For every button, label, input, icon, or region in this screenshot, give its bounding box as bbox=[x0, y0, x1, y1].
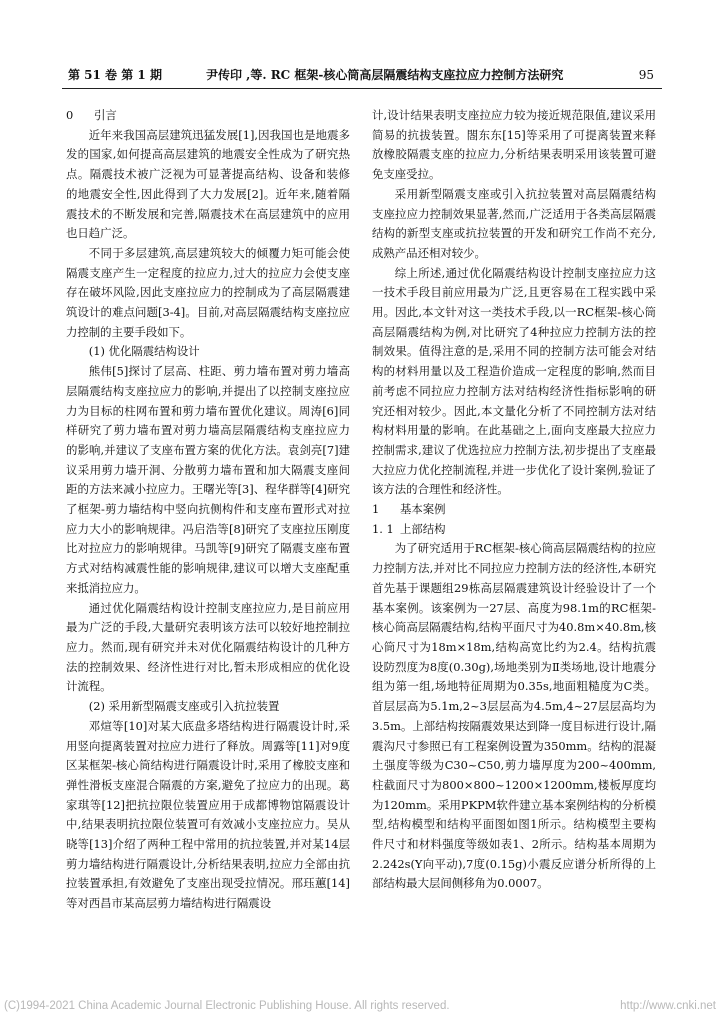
journal-volume-issue: 第 51 卷 第 1 期 bbox=[68, 68, 162, 82]
footer-link[interactable]: http://www.cnki.net bbox=[620, 1000, 716, 1012]
paragraph: 近年来我国高层建筑迅猛发展[1],因我国也是地震多发的国家,如何提高高层建筑的地震安全性成为了研究热点。隔震技术被广泛视为可显著提高结构、设备和装修的地震安全性,因此得到了大力发展[2]。近年来,随着隔震技术的不断发展和完善,隔震技术在高层建筑中的应用也日趋广泛。 bbox=[66, 127, 350, 241]
header-divider bbox=[62, 88, 662, 89]
paragraph: 综上所述,通过优化隔震结构设计控制支座拉应力这一技术手段目前应用最为广泛,且更容易在工程实践中采用。因此,本文针对这一类技术手段,以一RC框架-核心筒高层隔震结构为例,对比研究了4种拉应力控制方法的控制效果。值得注意的是,采用不同的控制方法可能会对结构的材料用量以及工程造价造成一定程度的影响,然而目前考虑不同拉应力控制方法对结构经济性指标影响的研究还相对较少。因此,本文量化分析了不同控制方法对结构材料用量的影响。在此基础之上,面向支座最大拉应力控制需求,建议了优选拉应力控制方法,初步提出了支座最大拉应力优化控制流程,并进一步优化了设计案例,验证了该方法的合理性和经济性。 bbox=[372, 265, 656, 497]
subheading-optimize-design: (1) 优化隔震结构设计 bbox=[88, 344, 200, 359]
section-title: 基本案例 bbox=[400, 502, 446, 517]
page-header bbox=[68, 64, 654, 86]
section-number: 1 bbox=[372, 502, 380, 517]
subsection-heading-superstructure bbox=[372, 520, 656, 540]
running-title: 尹传印 ,等. RC 框架-核心筒高层隔震结构支座拉应力控制方法研究 bbox=[206, 68, 564, 82]
right-column bbox=[372, 106, 656, 894]
paragraph: 通过优化隔震结构设计控制支座拉应力,是目前应用最为广泛的手段,大量研究表明该方法可以较好地控制拉应力。然而,现有研究并未对优化隔震结构设计的几种方法的控制效果、经济性进行对比,暂未形成相应的优化设计流程。 bbox=[66, 600, 350, 694]
left-column bbox=[66, 106, 350, 914]
subsection-number: 1. 1 bbox=[372, 521, 394, 536]
subheading-new-bearings: (2) 采用新型隔震支座或引入抗拉装置 bbox=[88, 699, 280, 714]
page-footer bbox=[4, 996, 720, 1016]
section-number: 0 bbox=[66, 108, 74, 122]
subsection-title: 上部结构 bbox=[400, 521, 446, 536]
section-heading-introduction bbox=[66, 106, 350, 126]
paragraph: 不同于多层建筑,高层建筑较大的倾覆力矩可能会使隔震支座产生一定程度的拉应力,过大的拉应力会使支座存在破坏风险,因此支座拉应力的控制成为了高层隔震建筑设计的难点问题[3-4]。目前,对高层隔震结构支座拉应力控制的主要手段如下。 bbox=[66, 245, 350, 339]
section-heading-basic-case bbox=[372, 500, 656, 520]
page-number: 95 bbox=[638, 68, 654, 82]
section-title: 引言 bbox=[94, 108, 117, 122]
paragraph: 采用新型隔震支座或引入抗拉装置对高层隔震结构支座拉应力控制效果显著,然而,广泛适用于各类高层隔震结构的新型支座或抗拉装置的开发和研究工作尚不充分,成熟产品还相对较少。 bbox=[372, 186, 656, 260]
paragraph: 为了研究适用于RC框架-核心筒高层隔震结构的拉应力控制方法,并对比不同拉应力控制方法的经济性,本研究首先基于课题组29栋高层隔震建筑设计经验设计了一个基本案例。该案例为一27层、高度为98.1m的RC框架-核心筒高层隔震结构,结构平面尺寸为40.8m×40.8m,核心筒尺寸为18m×18m,结构高宽比约为2.4。结构抗震设防烈度为8度(0.30g),场地类别为Ⅱ类场地,设计地震分组为第一组,场地特征周期为0.35s,地面粗糙度为C类。首层层高为5.1m,2~3层层高为4.5m,4~27层层高均为3.5m。上部结构按隔震效果达到降一度目标进行设计,隔震沟尺寸参照已有工程案例设置为350mm。结构的混凝土强度等级为C30~C50,剪力墙厚度为200~400mm,柱截面尺寸为800×800~1200×1200mm,楼板厚度均为120mm。采用PKPM软件建立基本案例结构的分析模型,结构模型和结构平面图如图1所示。结构模型主要构件尺寸和材料强度等级如表1、2所示。结构基本周期为2.242s(Y向平动),7度(0.15g)小震反应谱分析所得的上部结构最大层间侧移角为0.0007。 bbox=[372, 541, 656, 891]
paragraph: 熊伟[5]探讨了层高、柱距、剪力墙布置对剪力墙高层隔震结构支座拉应力的影响,并提出了以控制支座拉应力为目标的柱网布置和剪力墙布置优化建议。周涛[6]同样研究了剪力墙布置对剪力墙高层隔震结构支座拉应力的影响,并建议了支座布置方案的优化方法。袁剑亮[7]建议采用剪力墙开洞、分散剪力墙布置和加大隔震支座间距的方法来减小拉应力。王曙光等[3]、程华群等[4]研究了框架-剪力墙结构中竖向抗侧构件和支座布置形式对拉应力大小的影响规律。冯启浩等[8]研究了支座拉压刚度比对拉应力的影响规律。马凯等[9]研究了隔震支座布置方式对结构减震性能的影响规律,建议可以增大支座配重来抵消拉应力。 bbox=[66, 364, 350, 595]
paragraph-continued: 计,设计结果表明支座拉应力较为接近规范限值,建议采用简易的抗拔装置。閤东东[15]等采用了可提离装置来释放橡胶隔震支座的拉应力,分析结果表明采用该装置可避免支座受拉。 bbox=[372, 108, 656, 182]
paragraph: 邓煊等[10]对某大底盘多塔结构进行隔震设计时,采用竖向提离装置对拉应力进行了释放。周露等[11]对9度区某框架-核心筒结构进行隔震设计时,采用了橡胶支座和弹性滑板支座混合隔震的方案,避免了拉应力的出现。葛家琪等[12]把抗拉限位装置应用于成都博物馆隔震设计中,结果表明抗拉限位装置可有效减小支座拉应力。吴从晓等[13]介绍了两种工程中常用的抗拉装置,并对某14层剪力墙结构进行隔震设计,分析结果表明,拉应力全部由抗拉装置承担,有效避免了支座出现受拉情况。邢珏蕙[14]等对西昌市某高层剪力墙结构进行隔震设 bbox=[66, 718, 350, 911]
copyright-notice: (C)1994-2021 China Academic Journal Electronic Publishing House. All rights reserved. bbox=[4, 1000, 450, 1012]
